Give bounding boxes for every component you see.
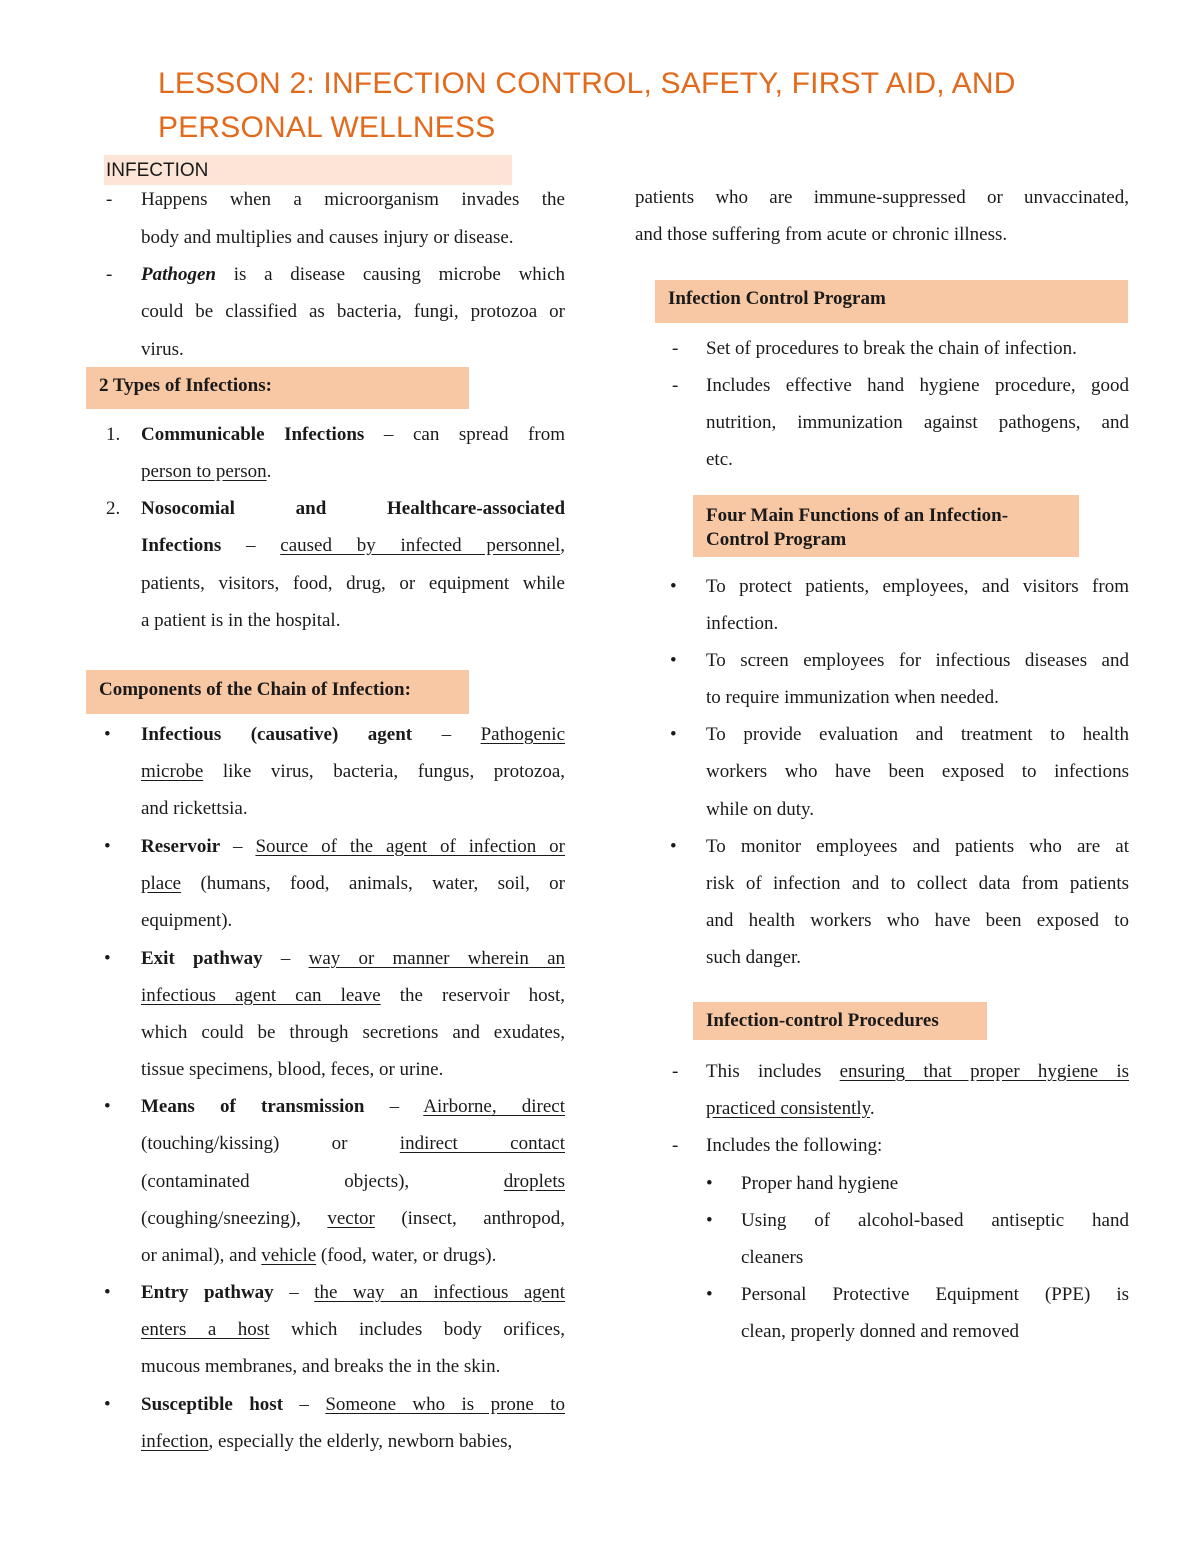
pathogen-term: Pathogen <box>141 264 216 285</box>
infection-heading: INFECTION <box>104 155 512 185</box>
bullet-marker: • <box>670 576 677 597</box>
nosocomial-line2: Infections – caused by infected personnel, <box>141 535 566 556</box>
means-line5: or animal), and vehicle (food, water, or drugs). <box>141 1245 497 1266</box>
function2-line1: To screen employees for infectious diseases and <box>706 650 1129 671</box>
agent-line3: and rickettsia. <box>141 798 248 819</box>
function4-line4: such danger. <box>706 947 801 968</box>
means-line4: (coughing/sneezing), vector (insect, anthropod, <box>141 1208 565 1229</box>
title-line-2: PERSONAL WELLNESS <box>158 111 496 144</box>
agent-line2: microbe like virus, bacteria, fungus, protozoa, <box>141 761 565 782</box>
continued-line1: patients who are immune-suppressed or unvaccinated, <box>635 187 1129 208</box>
communicable-line1: Communicable Infections – can spread from <box>141 424 565 445</box>
dash-marker: - <box>106 264 113 285</box>
communicable-term: Communicable Infections <box>141 424 365 445</box>
number-marker: 2. <box>106 498 121 519</box>
exit-line4: tissue specimens, blood, feces, or urine. <box>141 1059 444 1080</box>
function2-line2: to require immunization when needed. <box>706 687 999 708</box>
agent-line1: Infectious (causative) agent – Pathogenic <box>141 724 566 745</box>
bullet-marker: • <box>104 1394 111 1415</box>
procedure-sub1: Proper hand hygiene <box>741 1173 899 1194</box>
function1-line1: To protect patients, employees, and visitors from <box>706 576 1129 597</box>
nosocomial-line4: a patient is in the hospital. <box>141 610 341 631</box>
bullet-marker: • <box>104 836 111 857</box>
dash-marker: - <box>672 1061 679 1082</box>
program-item2-line2: nutrition, immunization against pathogens, and <box>706 412 1129 433</box>
reservoir-line2: place (humans, food, animals, water, soil, or <box>141 873 566 894</box>
function3-line2: workers who have been exposed to infections <box>706 761 1129 782</box>
dash-marker: - <box>672 338 679 359</box>
function1-line2: infection. <box>706 613 779 634</box>
exit-line3: which could be through secretions and exudates, <box>141 1022 565 1043</box>
host-line1: Susceptible host – Someone who is prone to <box>141 1394 566 1415</box>
infection-item1-line1: Happens when a microorganism invades the <box>141 189 565 210</box>
function4-line3: and health workers who have been exposed to <box>706 910 1129 931</box>
procedure-sub3-line2: clean, properly donned and removed <box>741 1321 1020 1342</box>
bullet-marker: • <box>670 724 677 745</box>
procedures-heading: Infection-control Procedures <box>693 1002 987 1040</box>
exit-line2: infectious agent can leave the reservoir host, <box>141 985 566 1006</box>
dash-marker: - <box>672 375 679 396</box>
program-item2-line1: Includes effective hand hygiene procedure, good <box>706 375 1129 396</box>
bullet-marker: • <box>670 836 677 857</box>
bullet-marker: • <box>104 948 111 969</box>
procedures-item1-line1: This includes ensuring that proper hygiene is <box>706 1061 1129 1082</box>
means-line3: (contaminated objects), droplets <box>141 1171 565 1192</box>
program-item2-line3: etc. <box>706 449 733 470</box>
title-line-1: LESSON 2: INFECTION CONTROL, SAFETY, FIRST AID, AND <box>158 67 1016 100</box>
bullet-marker: • <box>104 1282 111 1303</box>
infection-item1-line2: body and multiplies and causes injury or disease. <box>141 227 514 248</box>
procedures-item1-line2: practiced consistently. <box>706 1098 875 1119</box>
procedure-sub2-line2: cleaners <box>741 1247 804 1268</box>
program-item1: Set of procedures to break the chain of infection. <box>706 338 1077 359</box>
reservoir-line1: Reservoir – Source of the agent of infection or <box>141 836 565 857</box>
bullet-marker: • <box>706 1173 713 1194</box>
bullet-marker: • <box>670 650 677 671</box>
types-heading: 2 Types of Infections: <box>86 367 469 409</box>
procedure-sub2-line1: Using of alcohol-based antiseptic hand <box>741 1210 1129 1231</box>
chain-heading: Components of the Chain of Infection: <box>86 670 469 714</box>
functions-heading: Four Main Functions of an Infection- Control Program <box>693 495 1079 557</box>
function3-line3: while on duty. <box>706 799 815 820</box>
entry-line2: enters a host which includes body orifices, <box>141 1319 565 1340</box>
page-title <box>158 62 1118 150</box>
function3-line1: To provide evaluation and treatment to health <box>706 724 1129 745</box>
entry-line3: mucous membranes, and breaks the in the skin. <box>141 1356 501 1377</box>
means-line2: (touching/kissing) or indirect contact <box>141 1133 566 1154</box>
number-marker: 1. <box>106 424 121 445</box>
host-line2: infection, especially the elderly, newborn babies, <box>141 1431 513 1452</box>
bullet-marker: • <box>104 724 111 745</box>
program-heading: Infection Control Program <box>655 280 1128 323</box>
nosocomial-line1: Nosocomial and Healthcare-associated <box>141 498 566 519</box>
pathogen-line1: Pathogen is a disease causing microbe which <box>141 264 566 285</box>
pathogen-line3: virus. <box>141 339 184 360</box>
bullet-marker: • <box>104 1096 111 1117</box>
means-line1: Means of transmission – Airborne, direct <box>141 1096 566 1117</box>
bullet-marker: • <box>706 1284 713 1305</box>
dash-marker: - <box>106 189 113 210</box>
procedure-sub3-line1: Personal Protective Equipment (PPE) is <box>741 1284 1129 1305</box>
reservoir-line3: equipment). <box>141 910 233 931</box>
continued-line2: and those suffering from acute or chronic illness. <box>635 224 1008 245</box>
communicable-line2: person to person. <box>141 461 272 482</box>
function4-line1: To monitor employees and patients who are at <box>706 836 1129 857</box>
procedures-item2: Includes the following: <box>706 1135 883 1156</box>
function4-line2: risk of infection and to collect data from patients <box>706 873 1129 894</box>
bullet-marker: • <box>706 1210 713 1231</box>
pathogen-line2: could be classified as bacteria, fungi, protozoa or <box>141 301 565 322</box>
dash-marker: - <box>672 1135 679 1156</box>
entry-line1: Entry pathway – the way an infectious agent <box>141 1282 566 1303</box>
nosocomial-line3: patients, visitors, food, drug, or equipment while <box>141 573 565 594</box>
exit-line1: Exit pathway – way or manner wherein an <box>141 948 566 969</box>
